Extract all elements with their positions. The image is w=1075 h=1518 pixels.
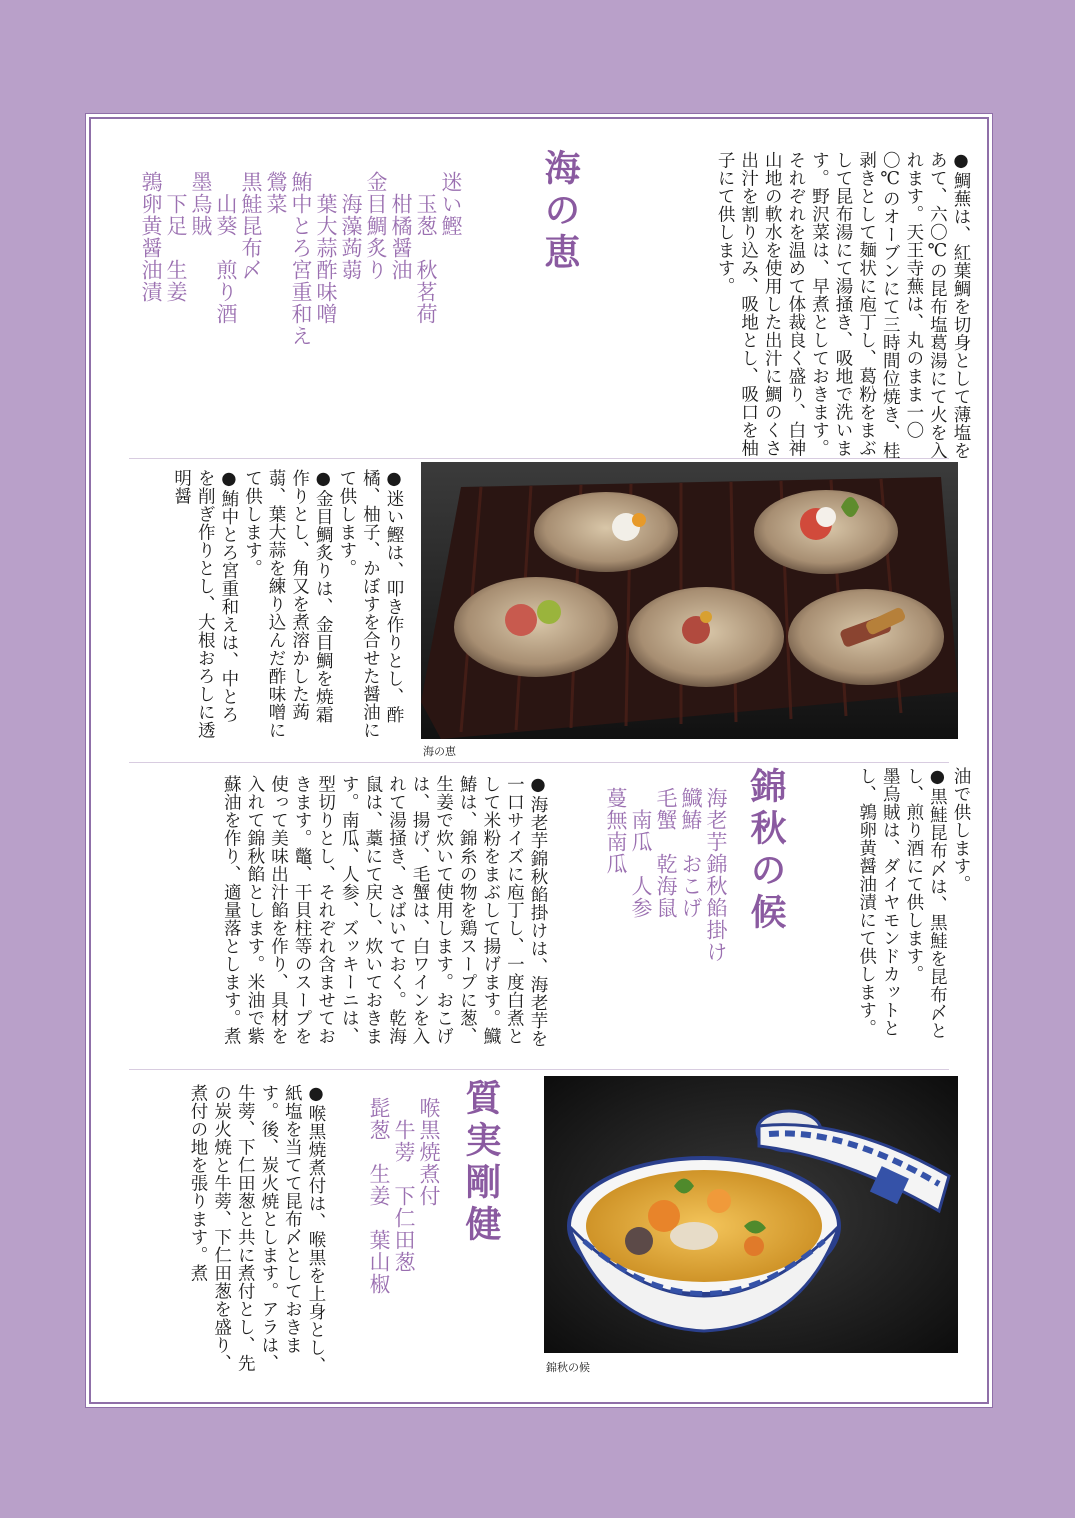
body-text-taikabu: ●鯛蕪は、紅葉鯛を切身として薄塩をあて、六〇℃の昆布塩葛湯にて火を入れます。天王寺蕪は、丸のまま一〇〇℃のオーブンにて三時間位焼き、桂剥きとして麺状に庖丁し、葛粉をまぶして昆布湯にて湯掻き、吸地で洗います。野沢菜は、早煮としておきます。それぞれを温めて体裁良く盛り、白神山地の軟水を使用した出汁に鯛のくさ出汁を割り込み、吸地とし、吸口を柚子にて供します。 [715, 151, 971, 460]
body-text-ebiimo: ●海老芋錦秋餡掛けは、海老芋を一口サイズに庖丁し、一度白煮として米粉をまぶして揚げます。鱵鰆は、錦糸の物を鶏スープに葱、生姜で炊いて使用します。おこげは、揚げ、毛蟹は、白ワインを入れて湯掻き、さばいておく。乾海鼠は、藁にて戻し、炊いておきます。南瓜、人参、ズッキーニは、型切りとし、それぞれ含ませておきます。鼈、干貝柱等のスープを使って美味出汁餡を作り、具材を入れて錦秋餡とします。米油で紫蘇油を作り、適量落とします。煮 [221, 775, 548, 1048]
menu-list-umi: 迷い鰹 玉葱 秋茗荷 柑橘醤油 金目鯛炙り 海藻蒟蒻 葉大蒜酢味噌 鮪中とろ宮重和え 鶯菜 黒鮭昆布〆 山葵 煎り酒 墨烏賊 下足 生姜 鶉卵黄醤油漬 [139, 171, 463, 347]
bowl-illustration [544, 1076, 958, 1353]
photo-umi-no-megumi [421, 462, 958, 739]
section-title-nishiki: 錦秋の候 [745, 767, 786, 935]
photo-nishiki-no-kou [544, 1076, 958, 1353]
body-text-kurosake: 油で供します。 ●黒鮭昆布〆は、黒鮭を昆布〆とし、煎り酒にて供します。 墨烏賊は、ダイヤモンドカットとし、鶉卵黄醤油漬にて供します。 [856, 767, 971, 1040]
page-panel [89, 117, 989, 1404]
divider [129, 1069, 949, 1070]
divider [129, 762, 949, 763]
photo-caption-umi: 海の恵 [423, 745, 456, 758]
body-text-nodoguro: ●喉黒焼煮付は、喉黒を上身とし、紙塩を当てて昆布〆としておきます。後、炭火焼とします。アラは、牛蒡、下仁田葱と共に煮付とし、先の炭火焼と牛蒡、下仁田葱を盛り、煮付の地を張ります。煮 [188, 1084, 326, 1375]
menu-list-nishiki: 海老芋錦秋餡掛け 鱵鰆 おこげ 毛蟹 乾海鼠 南瓜 人参 蔓無南瓜 [604, 787, 728, 963]
section-title-umi: 海の恵 [539, 149, 580, 275]
dish-plate-illustration [421, 462, 958, 739]
section-title-shitsujitsu: 質実剛健 [460, 1079, 501, 1247]
photo-caption-nishiki: 錦秋の候 [546, 1361, 590, 1374]
menu-list-shitsujitsu: 喉黒焼煮付 牛蒡 下仁田葱 髭葱 生姜 葉山椒 [367, 1097, 441, 1295]
body-text-sashimi: ●迷い鰹は、叩き作りとし、酢橘、柚子、かぼすを合せた醤油にて供します。 ●金目鯛炙りは、金目鯛を焼霜作りとし、角又を煮溶かした蒟蒻、葉大蒜を練り込んだ酢味噌にて供します。 ●鮪中とろ宮重和えは、中とろを削ぎ作りとし、大根おろしに透明醤 [171, 469, 404, 739]
divider [129, 458, 949, 459]
